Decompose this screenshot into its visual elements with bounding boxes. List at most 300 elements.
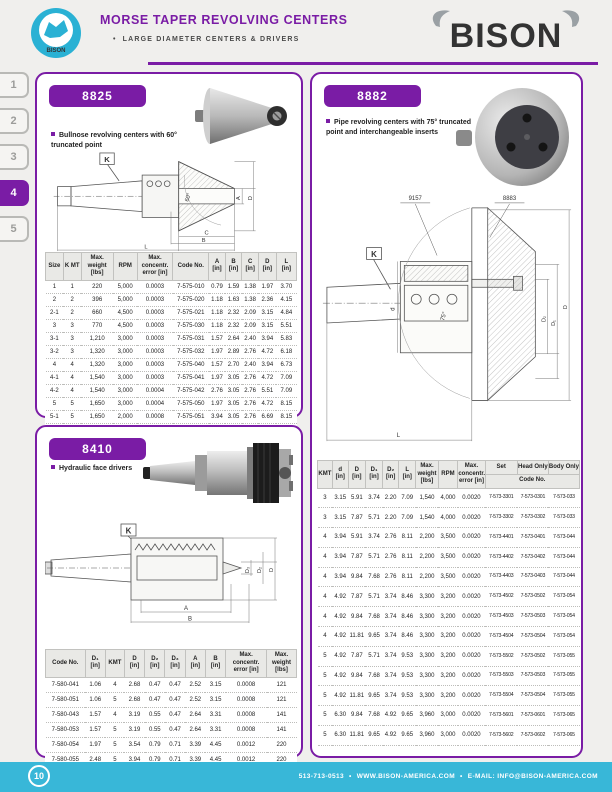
table-cell: 2.64 xyxy=(185,707,205,722)
table-cell: 9.65 xyxy=(399,725,416,745)
table-cell: 9.84 xyxy=(348,567,365,587)
table-cell: 6.69 xyxy=(258,410,276,423)
table-cell: 1.18 xyxy=(209,319,226,332)
bison-round-logo-icon xyxy=(30,7,82,59)
table-row xyxy=(318,587,580,607)
column-header: d [in] xyxy=(332,461,348,489)
column-header: Max. concentr. error [in] xyxy=(137,253,173,281)
table-cell: 8.15 xyxy=(276,397,296,410)
table-row xyxy=(46,332,297,345)
table-cell: 7-573-0502 xyxy=(517,587,548,607)
table-cell: 3.39 xyxy=(185,737,205,752)
table-cell: 3.70 xyxy=(276,280,296,293)
table-cell: 0.0020 xyxy=(458,547,485,567)
table-cell: 1.57 xyxy=(209,332,226,345)
table-cell: 9.53 xyxy=(399,666,416,686)
table-cell: 1,540 xyxy=(416,508,438,528)
column-header: D₂ [in] xyxy=(383,461,399,489)
table-cell: 11.81 xyxy=(348,626,365,646)
table-cell: 0.0020 xyxy=(458,706,485,726)
column-header: Size xyxy=(46,253,64,281)
table-cell: 5 xyxy=(63,397,81,410)
table-cell: 5 xyxy=(318,646,333,666)
column-header: KMT xyxy=(318,461,333,489)
table-cell: 3.31 xyxy=(205,722,225,737)
table-cell: 9.53 xyxy=(399,686,416,706)
page-subtitle: • LARGE DIAMETER CENTERS & DRIVERS xyxy=(113,36,300,43)
product-description: Bullnose revolving centers with 60° truncated point xyxy=(51,132,177,150)
angle-label: 60° xyxy=(184,192,193,203)
table-cell: 7-575-030 xyxy=(173,319,209,332)
table-cell: 3.15 xyxy=(332,488,348,508)
table-cell: 3,960 xyxy=(416,706,438,726)
table-cell: 7-575-031 xyxy=(173,332,209,345)
table-cell: 2,200 xyxy=(416,547,438,567)
table-cell: 7-573-4401 xyxy=(485,528,517,548)
sidebar-tab-2: 2 xyxy=(0,108,29,134)
table-cell: 7-580-054 xyxy=(46,737,86,752)
table-cell: 3.19 xyxy=(124,707,144,722)
dim-d2-label: D₂ xyxy=(541,316,548,323)
table-cell: 3.15 xyxy=(258,319,276,332)
table-cell: 3,000 xyxy=(113,345,137,358)
dim-d3-label: D₃ xyxy=(245,566,251,574)
table-cell: 7-573-4402 xyxy=(485,547,517,567)
table-cell: 0.0012 xyxy=(226,737,267,752)
table-cell: 2.76 xyxy=(242,410,259,423)
column-header: L [in] xyxy=(276,253,296,281)
website-url: WWW.BISON-AMERICA.COM xyxy=(356,773,456,780)
panel-8825 xyxy=(35,72,303,418)
column-header: D₁ [in] xyxy=(85,650,105,678)
table-cell: 2.64 xyxy=(185,722,205,737)
table-cell: 141 xyxy=(267,722,297,737)
column-header: B [in] xyxy=(205,650,225,678)
table-row xyxy=(46,358,297,371)
column-header: Code No. xyxy=(46,650,86,678)
column-header: Head Only xyxy=(517,461,548,475)
table-cell: 7-580-043 xyxy=(46,707,86,722)
table-cell: 7-575-040 xyxy=(173,358,209,371)
table-cell: 3,500 xyxy=(438,547,458,567)
table-cell: 4.92 xyxy=(332,666,348,686)
table-cell: 7-575-021 xyxy=(173,306,209,319)
table-cell: 1.57 xyxy=(85,707,105,722)
table-cell: 1.97 xyxy=(209,345,226,358)
table-cell: 3,300 xyxy=(416,607,438,627)
table-cell: 3,500 xyxy=(438,567,458,587)
column-header: RPM xyxy=(438,461,458,489)
table-cell: 2.76 xyxy=(242,345,259,358)
column-header: Code No. xyxy=(173,253,209,281)
brand-text: BISON xyxy=(449,17,563,55)
table-cell: 1.18 xyxy=(209,306,226,319)
table-cell: 4 xyxy=(318,547,333,567)
dim-a-label: A xyxy=(183,606,189,612)
table-cell: 5 xyxy=(105,722,124,737)
dim-d1-label: D₁ xyxy=(551,320,558,326)
table-cell: 8.11 xyxy=(399,547,416,567)
table-cell: 0.79 xyxy=(145,737,165,752)
table-cell: 7.87 xyxy=(348,646,365,666)
table-cell: 3,200 xyxy=(438,607,458,627)
table-cell: 0.79 xyxy=(145,752,165,767)
table-cell: 5 xyxy=(63,410,81,423)
column-header: KMT xyxy=(105,650,124,678)
column-header: D [in] xyxy=(258,253,276,281)
column-header: A [in] xyxy=(209,253,226,281)
table-cell: 5 xyxy=(318,725,333,745)
table-cell: 7-573-054 xyxy=(548,587,579,607)
table-row xyxy=(318,508,580,528)
page-number-badge: 10 xyxy=(28,765,50,787)
table-cell: 7-573-0301 xyxy=(517,488,548,508)
table-row xyxy=(46,737,297,752)
table-cell: 7-573-0503 xyxy=(517,666,548,686)
table-cell: 7-573-0503 xyxy=(517,607,548,627)
table-row xyxy=(46,319,297,332)
table-row xyxy=(318,567,580,587)
table-cell: 7-580-055 xyxy=(46,752,86,767)
table-cell: 3,200 xyxy=(438,587,458,607)
table-cell: 3-1 xyxy=(46,332,64,345)
column-header: A [in] xyxy=(185,650,205,678)
table-cell: 2.68 xyxy=(124,692,144,707)
table-cell: 3 xyxy=(63,345,81,358)
column-header: Code No. xyxy=(485,474,579,488)
table-cell: 1.06 xyxy=(85,692,105,707)
table-cell: 7.09 xyxy=(399,488,416,508)
technical-drawing-8410 xyxy=(45,522,297,634)
table-cell: 3,000 xyxy=(113,332,137,345)
table-cell: 9.84 xyxy=(348,666,365,686)
table-cell: 7-575-020 xyxy=(173,293,209,306)
table-cell: 3.05 xyxy=(225,410,242,423)
table-cell: 3 xyxy=(46,319,64,332)
table-row xyxy=(46,410,297,423)
table-cell: 8.46 xyxy=(399,587,416,607)
table-cell: 4 xyxy=(318,528,333,548)
table-cell: 4 xyxy=(105,707,124,722)
table-cell: 5.71 xyxy=(365,547,382,567)
table-cell: 220 xyxy=(267,737,297,752)
table-cell: 7-573-0601 xyxy=(517,706,548,726)
column-header: D [in] xyxy=(124,650,144,678)
column-header: Max. concentr. error [in] xyxy=(458,461,485,489)
column-header: L [in] xyxy=(399,461,416,489)
table-row xyxy=(318,528,580,548)
table-cell: 2.76 xyxy=(242,384,259,397)
table-cell: 1,650 xyxy=(81,397,113,410)
table-cell: 5.51 xyxy=(276,319,296,332)
table-cell: 7-573-5502 xyxy=(485,646,517,666)
table-cell: 1.06 xyxy=(85,677,105,692)
table-cell: 3.74 xyxy=(383,666,399,686)
table-cell: 3,000 xyxy=(438,706,458,726)
table-cell: 3 xyxy=(63,332,81,345)
table-cell: 1.38 xyxy=(242,280,259,293)
table-cell: 4.92 xyxy=(383,725,399,745)
table-cell: 0.0003 xyxy=(137,332,173,345)
separator-dot: • xyxy=(460,773,463,780)
dim-l-label: L xyxy=(144,244,148,251)
table-cell: 3.31 xyxy=(205,707,225,722)
column-header: C [in] xyxy=(242,253,259,281)
table-cell: 0.47 xyxy=(165,692,185,707)
table-cell: 0.0020 xyxy=(458,626,485,646)
table-cell: 4.92 xyxy=(383,706,399,726)
table-cell: 7-573-0302 xyxy=(517,508,548,528)
table-cell: 0.0003 xyxy=(137,280,173,293)
table-row xyxy=(46,707,297,722)
table-cell: 7-573-0504 xyxy=(517,626,548,646)
table-row xyxy=(46,293,297,306)
table-row xyxy=(46,692,297,707)
table-row xyxy=(318,626,580,646)
table-cell: 3.74 xyxy=(383,587,399,607)
table-row xyxy=(318,488,580,508)
spec-table-8882 xyxy=(317,460,580,746)
table-cell: 3.94 xyxy=(332,567,348,587)
table-cell: 1,540 xyxy=(416,488,438,508)
table-cell: 7-573-065 xyxy=(548,725,579,745)
table-cell: 2.70 xyxy=(225,358,242,371)
table-cell: 0.0004 xyxy=(137,384,173,397)
technical-drawing-8882 xyxy=(320,190,576,456)
table-cell: 7-575-041 xyxy=(173,371,209,384)
table-cell: 4.92 xyxy=(332,646,348,666)
table-cell: 5 xyxy=(105,752,124,767)
table-row xyxy=(318,725,580,745)
table-row xyxy=(318,666,580,686)
phone-number: 513-713-0513 xyxy=(298,773,345,780)
table-cell: 11.81 xyxy=(348,725,365,745)
dim-d2-label: D₂ xyxy=(257,566,263,574)
table-cell: 7.09 xyxy=(399,508,416,528)
table-cell: 3.05 xyxy=(225,397,242,410)
table-cell: 3,200 xyxy=(438,686,458,706)
table-cell: 0.55 xyxy=(145,722,165,737)
table-cell: 0.47 xyxy=(145,677,165,692)
sidebar-tab-3: 3 xyxy=(0,144,29,170)
table-row xyxy=(318,547,580,567)
table-cell: 2.76 xyxy=(383,528,399,548)
table-cell: 3,300 xyxy=(416,686,438,706)
dim-c-label: C xyxy=(204,230,209,237)
table-cell: 1,210 xyxy=(81,332,113,345)
table-cell: 2.20 xyxy=(383,488,399,508)
table-cell: 9.53 xyxy=(399,646,416,666)
table-cell: 3.74 xyxy=(383,626,399,646)
table-cell: 7-573-055 xyxy=(548,686,579,706)
dim-d-small-label: d xyxy=(390,307,397,311)
table-row xyxy=(46,722,297,737)
table-cell: 2.76 xyxy=(383,567,399,587)
table-cell: 4.15 xyxy=(276,293,296,306)
table-cell: 0.0003 xyxy=(137,358,173,371)
table-cell: 2.68 xyxy=(124,677,144,692)
table-cell: 0.0003 xyxy=(137,371,173,384)
table-cell: 3.05 xyxy=(225,384,242,397)
table-cell: 3-2 xyxy=(46,345,64,358)
table-cell: 1 xyxy=(63,280,81,293)
table-cell: 7.68 xyxy=(365,666,382,686)
table-cell: 7-573-055 xyxy=(548,646,579,666)
table-cell: 2.76 xyxy=(383,547,399,567)
angle-label: 75° xyxy=(440,311,449,322)
table-cell: 2.52 xyxy=(185,692,205,707)
table-cell: 7-573-4403 xyxy=(485,567,517,587)
contact-info xyxy=(299,773,598,780)
bullet-icon: • xyxy=(113,36,117,43)
table-cell: 7-573-3301 xyxy=(485,488,517,508)
table-cell: 0.0008 xyxy=(137,410,173,423)
table-cell: 4 xyxy=(318,567,333,587)
table-cell: 7-573-5503 xyxy=(485,666,517,686)
table-cell: 7-573-4504 xyxy=(485,626,517,646)
table-cell: 2.76 xyxy=(209,384,226,397)
table-cell: 220 xyxy=(267,752,297,767)
table-cell: 0.0003 xyxy=(137,293,173,306)
table-cell: 0.55 xyxy=(145,707,165,722)
table-cell: 2.09 xyxy=(242,319,259,332)
table-cell: 3.94 xyxy=(258,358,276,371)
table-cell: 5,000 xyxy=(113,280,137,293)
column-header: D₁ [in] xyxy=(365,461,382,489)
header-rule xyxy=(148,62,598,65)
table-cell: 0.0020 xyxy=(458,528,485,548)
table-cell: 0.0003 xyxy=(137,306,173,319)
table-cell: 6.18 xyxy=(276,345,296,358)
table-row xyxy=(46,371,297,384)
table-cell: 3.39 xyxy=(185,752,205,767)
table-cell: 7-573-054 xyxy=(548,626,579,646)
table-cell: 3.94 xyxy=(258,332,276,345)
table-cell: 4.72 xyxy=(258,345,276,358)
table-cell: 7-573-5601 xyxy=(485,706,517,726)
table-cell: 4,500 xyxy=(113,319,137,332)
dim-b-label: B xyxy=(201,237,206,244)
table-cell: 5 xyxy=(318,686,333,706)
table-cell: 3.94 xyxy=(209,410,226,423)
table-cell: 6.30 xyxy=(332,725,348,745)
logo-text: BISON xyxy=(46,48,66,54)
panel-8882 xyxy=(310,72,583,758)
table-cell: 3,200 xyxy=(438,646,458,666)
bullet-square-icon xyxy=(326,119,330,123)
table-cell: 7-573-044 xyxy=(548,567,579,587)
dim-d-label: D xyxy=(247,196,254,201)
bullet-square-icon xyxy=(51,465,55,469)
table-cell: 0.0020 xyxy=(458,686,485,706)
product-number-badge: 8882 xyxy=(324,85,421,107)
table-cell: 4,000 xyxy=(438,488,458,508)
dim-d-big-label: D xyxy=(563,305,570,310)
table-cell: 3 xyxy=(318,508,333,528)
table-cell: 5.91 xyxy=(348,528,365,548)
table-cell: 7-575-050 xyxy=(173,397,209,410)
table-cell: 0.47 xyxy=(165,677,185,692)
table-cell: 5.51 xyxy=(258,384,276,397)
table-cell: 7-573-4502 xyxy=(485,587,517,607)
table-cell: 5 xyxy=(318,666,333,686)
table-cell: 1.18 xyxy=(209,293,226,306)
table-cell: 11.81 xyxy=(348,686,365,706)
table-cell: 3,300 xyxy=(416,626,438,646)
table-cell: 2.32 xyxy=(225,319,242,332)
table-cell: 7-573-5602 xyxy=(485,725,517,745)
table-cell: 7-573-0504 xyxy=(517,686,548,706)
dim-d-label: D xyxy=(269,568,275,572)
table-row xyxy=(318,646,580,666)
table-cell: 7-573-5504 xyxy=(485,686,517,706)
column-header: Max. weight [lbs] xyxy=(267,650,297,678)
table-cell: 7.87 xyxy=(348,508,365,528)
table-cell: 2-1 xyxy=(46,306,64,319)
table-cell: 1,540 xyxy=(81,371,113,384)
table-cell: 121 xyxy=(267,677,297,692)
table-cell: 4.92 xyxy=(332,626,348,646)
table-cell: 1.38 xyxy=(242,293,259,306)
table-cell: 4.45 xyxy=(205,737,225,752)
insert-callout-2: 8883 xyxy=(502,195,517,202)
table-cell: 7-575-042 xyxy=(173,384,209,397)
table-cell: 5.83 xyxy=(276,332,296,345)
table-cell: 9.65 xyxy=(399,706,416,726)
table-cell: 3.74 xyxy=(383,607,399,627)
table-cell: 3,000 xyxy=(113,397,137,410)
table-cell: 0.71 xyxy=(165,752,185,767)
sidebar-tab-5: 5 xyxy=(0,216,29,242)
table-cell: 7-573-044 xyxy=(548,547,579,567)
table-cell: 0.79 xyxy=(209,280,226,293)
table-cell: 7-573-4503 xyxy=(485,607,517,627)
table-cell: 1.97 xyxy=(85,737,105,752)
table-cell: 9.65 xyxy=(365,686,382,706)
table-cell: 4-2 xyxy=(46,384,64,397)
table-cell: 4 xyxy=(318,587,333,607)
table-row xyxy=(46,397,297,410)
footer-bar xyxy=(0,762,612,792)
table-cell: 4,500 xyxy=(113,306,137,319)
technical-drawing-8825 xyxy=(45,152,297,252)
table-cell: 3.54 xyxy=(124,737,144,752)
table-cell: 3.74 xyxy=(365,488,382,508)
table-cell: 7.87 xyxy=(348,587,365,607)
table-cell: 3,300 xyxy=(416,646,438,666)
table-cell: 3,000 xyxy=(113,358,137,371)
table-cell: 7-573-0402 xyxy=(517,547,548,567)
table-cell: 3 xyxy=(63,319,81,332)
table-cell: 0.47 xyxy=(165,722,185,737)
table-cell: 396 xyxy=(81,293,113,306)
dim-a-label: A xyxy=(236,196,243,201)
table-cell: 2.52 xyxy=(185,677,205,692)
table-cell: 0.0008 xyxy=(226,707,267,722)
table-cell: 7-573-0403 xyxy=(517,567,548,587)
table-cell: 2.40 xyxy=(242,358,259,371)
left-horn-icon xyxy=(433,10,450,27)
sidebar-tab-1: 1 xyxy=(0,72,29,98)
table-cell: 3.15 xyxy=(205,677,225,692)
table-cell: 5.71 xyxy=(365,646,382,666)
table-cell: 1.97 xyxy=(258,280,276,293)
table-cell: 4 xyxy=(105,677,124,692)
table-cell: 3,500 xyxy=(438,528,458,548)
column-header: Max. weight [lbs] xyxy=(416,461,438,489)
table-row xyxy=(46,306,297,319)
table-cell: 0.0020 xyxy=(458,587,485,607)
